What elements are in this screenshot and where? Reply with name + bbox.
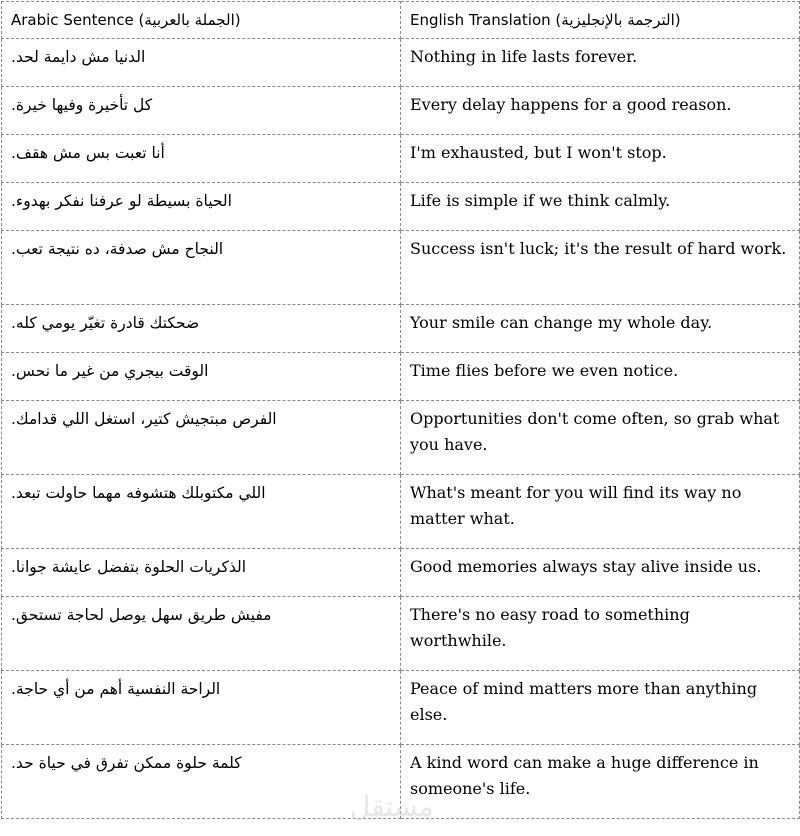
table-row xyxy=(2,305,800,353)
table-row xyxy=(2,135,800,183)
table-row xyxy=(2,745,800,819)
arabic-sentence: الراحة النفسية أهم من أي حاجة. xyxy=(2,671,401,745)
table-row xyxy=(2,231,800,305)
arabic-sentence: الحياة بسيطة لو عرفنا نفكر بهدوء. xyxy=(2,183,401,231)
arabic-sentence: كلمة حلوة ممكن تفرق في حياة حد. xyxy=(2,745,401,819)
english-translation: Your smile can change my whole day. xyxy=(401,305,800,353)
english-translation: Nothing in life lasts forever. xyxy=(401,39,800,87)
arabic-sentence: الوقت بيجري من غير ما نحس. xyxy=(2,353,401,401)
table-row xyxy=(2,183,800,231)
table-row xyxy=(2,87,800,135)
phrase-translation-table xyxy=(1,1,800,819)
table-row xyxy=(2,39,800,87)
arabic-sentence: اللي مكتوبلك هتشوفه مهما حاولت تبعد. xyxy=(2,475,401,549)
arabic-sentence: مفيش طريق سهل يوصل لحاجة تستحق. xyxy=(2,597,401,671)
english-translation: Life is simple if we think calmly. xyxy=(401,183,800,231)
arabic-column-header: Arabic Sentence (الجملة بالعربية) xyxy=(2,2,401,39)
table-row xyxy=(2,475,800,549)
english-translation: Good memories always stay alive inside us. xyxy=(401,549,800,597)
english-translation: Every delay happens for a good reason. xyxy=(401,87,800,135)
english-translation: A kind word can make a huge difference in someone's life. xyxy=(401,745,800,819)
table-row xyxy=(2,401,800,475)
table-header-row xyxy=(2,2,800,39)
table-row xyxy=(2,549,800,597)
table-row xyxy=(2,671,800,745)
english-translation: What's meant for you will find its way no matter what. xyxy=(401,475,800,549)
arabic-sentence: الدنيا مش دايمة لحد. xyxy=(2,39,401,87)
english-translation: Peace of mind matters more than anything else. xyxy=(401,671,800,745)
english-translation: Success isn't luck; it's the result of hard work. xyxy=(401,231,800,305)
english-translation: I'm exhausted, but I won't stop. xyxy=(401,135,800,183)
table-row xyxy=(2,597,800,671)
english-translation: There's no easy road to something worthwhile. xyxy=(401,597,800,671)
table-row xyxy=(2,353,800,401)
arabic-sentence: كل تأخيرة وفيها خيرة. xyxy=(2,87,401,135)
watermark-logo: مستقل xyxy=(350,790,434,823)
english-translation: Time flies before we even notice. xyxy=(401,353,800,401)
arabic-sentence: الفرص مبتجيش كتير، استغل اللي قدامك. xyxy=(2,401,401,475)
arabic-sentence: النجاح مش صدفة، ده نتيجة تعب. xyxy=(2,231,401,305)
arabic-sentence: ضحكتك قادرة تغيّر يومي كله. xyxy=(2,305,401,353)
arabic-sentence: الذكريات الحلوة بتفضل عايشة جوانا. xyxy=(2,549,401,597)
english-translation: Opportunities don't come often, so grab what you have. xyxy=(401,401,800,475)
arabic-sentence: أنا تعبت بس مش هقف. xyxy=(2,135,401,183)
english-column-header: English Translation (الترجمة بالإنجليزية) xyxy=(401,2,800,39)
